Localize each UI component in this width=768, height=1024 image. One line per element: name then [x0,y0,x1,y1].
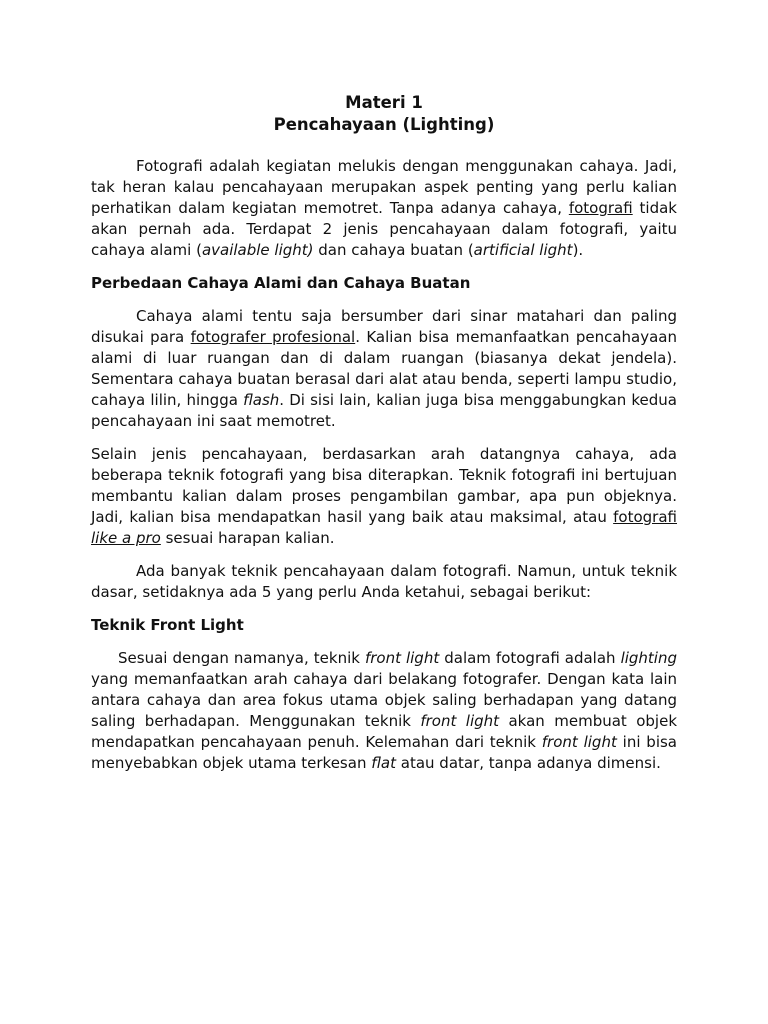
p3-link-text: fotografi [613,508,677,526]
p5-italic-front-light-1: front light [364,649,440,667]
p3-text-a: Selain jenis pencahayaan, berdasarkan arah datangnya cahaya, ada beberapa teknik fotografi yang bisa diterapkan. Teknik fotografi ini bertujuan membantu kalian dalam proses pengambilan gambar, apa pun objeknya. Jadi, kalian bisa mendapatkan hasil yang baik atau maksimal, atau [91,445,677,526]
p5-italic-lighting: lighting [620,649,678,667]
p5-text-c: yang memanfaatkan arah cahaya dari belakang fotografer. Dengan kata lain antara cahaya dan area fokus utama objek saling berhadapan yang datang saling berhadapan. Menggunakan teknik [91,670,677,730]
p5-text-e: ini bisa menyebabkan objek utama terkesan [91,733,678,772]
p3-link-italic: like a pro [91,529,161,547]
p5-italic-front-light-3: front light [541,733,617,751]
p2-text-b: . Kalian bisa memanfaatkan pencahayaan alami di luar ruangan dan di dalam ruangan (biasanya dekat jendela). Sementara cahaya buatan berasal dari alat atau benda, seperti lampu studio, cahaya lilin, hingga [91,328,678,409]
p1-text-d: ). [572,241,584,259]
p2-text-c: . Di sisi lain, kalian juga bisa menggabungkan kedua pencahayaan ini saat memotret. [91,391,677,430]
p5-text-f: atau datar, tanpa adanya dimensi. [395,754,661,772]
title-line-1: Materi 1 [345,93,423,112]
p1-text-c: dan cahaya buatan ( [313,241,474,259]
p5-text-d: akan membuat objek mendapatkan pencahayaan penuh. Kelemahan dari teknik [91,712,678,751]
p3-text-b: sesuai harapan kalian. [160,529,335,547]
heading-perbedaan-cahaya: Perbedaan Cahaya Alami dan Cahaya Buatan [91,274,471,292]
p5-text-b: dalam fotografi adalah [439,649,621,667]
p2-italic-flash: flash [243,391,280,409]
document-page [91,92,677,786]
paragraph-intro [91,156,677,261]
p1-text-b: tidak akan pernah ada. Terdapat 2 jenis pencahayaan dalam fotografi, yaitu cahaya alami ( [91,199,677,259]
p5-italic-front-light-2: front light [420,712,500,730]
paragraph-lima-teknik: Ada banyak teknik pencahayaan dalam fotografi. Namun, untuk teknik dasar, setidaknya ada 5 yang perlu Anda ketahui, sebagai berikut: [91,562,677,601]
link-fotografer-profesional[interactable]: fotografer profesional [190,328,356,346]
paragraph-front-light [91,648,677,774]
p5-text-a: Sesuai dengan namanya, teknik [118,649,365,667]
title-line-2: Pencahayaan (Lighting) [273,115,495,134]
link-fotografi[interactable]: fotografi [568,199,633,217]
document-title [91,92,677,136]
paragraph-cahaya-alami [91,306,677,432]
p1-text-a: Fotografi adalah kegiatan melukis dengan menggunakan cahaya. Jadi, tak heran kalau pencahayaan merupakan aspek penting yang perlu kalian perhatikan dalam kegiatan memotret. Tanpa adanya cahaya, [91,157,677,217]
p1-italic-artificial-light: artificial light [473,241,573,259]
p2-text-a: Cahaya alami tentu saja bersumber dari sinar matahari dan paling disukai para [91,307,677,346]
paragraph-teknik-fotografi [91,444,677,549]
heading-teknik-front-light: Teknik Front Light [91,616,244,634]
p1-italic-available-light: available light) [201,241,314,259]
p5-italic-flat: flat [371,754,396,772]
